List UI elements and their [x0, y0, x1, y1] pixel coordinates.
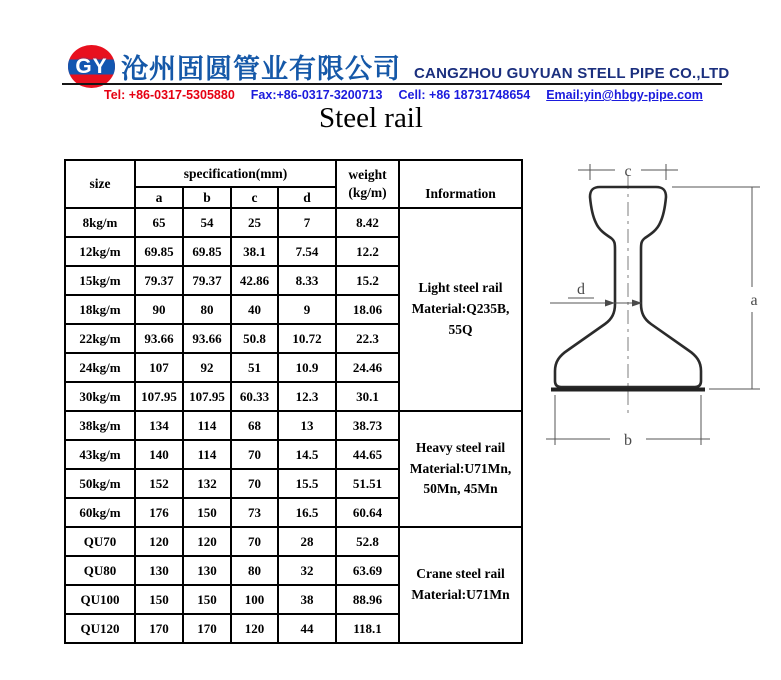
col-header-size: size	[65, 160, 135, 208]
size-cell: QU70	[65, 527, 135, 556]
info-line: Crane steel rail	[416, 566, 505, 582]
value-cell: 24.46	[336, 353, 399, 382]
value-cell: 12.3	[278, 382, 336, 411]
size-cell: 12kg/m	[65, 237, 135, 266]
value-cell: 130	[183, 556, 231, 585]
value-cell: 93.66	[183, 324, 231, 353]
value-cell: 176	[135, 498, 183, 527]
tel-number: Tel: +86-0317-5305880	[104, 88, 235, 102]
value-cell: 9	[278, 295, 336, 324]
size-cell: 30kg/m	[65, 382, 135, 411]
logo-circle-icon	[68, 45, 115, 88]
email-link[interactable]: Email:yin@hbgy-pipe.com	[546, 88, 703, 102]
fax-number: Fax:+86-0317-3200713	[250, 88, 383, 102]
value-cell: 54	[183, 208, 231, 237]
value-cell: 73	[231, 498, 278, 527]
size-cell: 43kg/m	[65, 440, 135, 469]
value-cell: 16.5	[278, 498, 336, 527]
value-cell: 92	[183, 353, 231, 382]
value-cell: 79.37	[135, 266, 183, 295]
value-cell: 120	[183, 527, 231, 556]
value-cell: 25	[231, 208, 278, 237]
info-cell	[399, 527, 522, 643]
value-cell: 70	[231, 469, 278, 498]
weight-label: weight	[348, 167, 387, 183]
size-cell: 15kg/m	[65, 266, 135, 295]
size-cell: 18kg/m	[65, 295, 135, 324]
value-cell: 118.1	[336, 614, 399, 643]
col-header-specification: specification(mm)	[135, 160, 336, 187]
value-cell: 80	[183, 295, 231, 324]
value-cell: 7	[278, 208, 336, 237]
size-cell: 38kg/m	[65, 411, 135, 440]
value-cell: 134	[135, 411, 183, 440]
value-cell: 8.42	[336, 208, 399, 237]
rail-cross-section-diagram	[524, 147, 778, 469]
info-line: Material:U71Mn	[411, 587, 510, 602]
value-cell: 18.06	[336, 295, 399, 324]
value-cell: 22.3	[336, 324, 399, 353]
col-header-a: a	[135, 187, 183, 208]
rail-profile-drawing	[524, 147, 778, 469]
col-header-d: d	[278, 187, 336, 208]
size-cell: QU100	[65, 585, 135, 614]
value-cell: 50.8	[231, 324, 278, 353]
company-logo	[68, 45, 115, 88]
col-header-information: Information	[399, 160, 522, 208]
value-cell: 170	[183, 614, 231, 643]
value-cell: 114	[183, 411, 231, 440]
value-cell: 114	[183, 440, 231, 469]
value-cell: 80	[231, 556, 278, 585]
size-cell: 8kg/m	[65, 208, 135, 237]
value-cell: 30.1	[336, 382, 399, 411]
dimension-label-c: c	[624, 163, 632, 180]
value-cell: 120	[135, 527, 183, 556]
table-row	[65, 411, 522, 440]
company-name-row	[121, 47, 729, 86]
table-row	[65, 527, 522, 556]
contact-line	[104, 88, 703, 102]
spec-table-body	[65, 208, 522, 643]
value-cell: 38.73	[336, 411, 399, 440]
value-cell: 100	[231, 585, 278, 614]
value-cell: 150	[135, 585, 183, 614]
value-cell: 93.66	[135, 324, 183, 353]
value-cell: 44	[278, 614, 336, 643]
value-cell: 130	[135, 556, 183, 585]
value-cell: 152	[135, 469, 183, 498]
info-line: 50Mn, 45Mn	[423, 481, 498, 497]
value-cell: 68	[231, 411, 278, 440]
dimension-label-b: b	[624, 432, 632, 449]
info-line: Heavy steel rail	[415, 439, 506, 455]
size-cell: 24kg/m	[65, 353, 135, 382]
size-cell: 22kg/m	[65, 324, 135, 353]
value-cell: 51	[231, 353, 278, 382]
value-cell: 70	[231, 440, 278, 469]
value-cell: 28	[278, 527, 336, 556]
info-line: Material:Q235B,	[411, 301, 510, 317]
size-cell: QU80	[65, 556, 135, 585]
value-cell: 60.64	[336, 498, 399, 527]
value-cell: 38	[278, 585, 336, 614]
value-cell: 40	[231, 295, 278, 324]
value-cell: 170	[135, 614, 183, 643]
value-cell: 7.54	[278, 237, 336, 266]
value-cell: 140	[135, 440, 183, 469]
value-cell: 79.37	[183, 266, 231, 295]
value-cell: 38.1	[231, 237, 278, 266]
page-title: Steel rail	[319, 102, 423, 134]
dimension-label-d: d	[577, 281, 585, 298]
value-cell: 13	[278, 411, 336, 440]
value-cell: 90	[135, 295, 183, 324]
company-name-cn: 沧州固圆管业有限公司	[121, 54, 401, 84]
value-cell: 8.33	[278, 266, 336, 295]
value-cell: 44.65	[336, 440, 399, 469]
value-cell: 60.33	[231, 382, 278, 411]
value-cell: 15.2	[336, 266, 399, 295]
info-cell	[399, 411, 522, 527]
value-cell: 32	[278, 556, 336, 585]
spec-table	[64, 159, 523, 644]
value-cell: 132	[183, 469, 231, 498]
value-cell: 42.86	[231, 266, 278, 295]
value-cell: 120	[231, 614, 278, 643]
col-header-b: b	[183, 187, 231, 208]
value-cell: 65	[135, 208, 183, 237]
value-cell: 15.5	[278, 469, 336, 498]
value-cell: 69.85	[183, 237, 231, 266]
value-cell: 10.9	[278, 353, 336, 382]
info-cell	[399, 208, 522, 411]
value-cell: 51.51	[336, 469, 399, 498]
size-cell: 60kg/m	[65, 498, 135, 527]
col-header-c: c	[231, 187, 278, 208]
value-cell: 70	[231, 527, 278, 556]
col-header-weight	[336, 160, 399, 208]
weight-unit: (kg/m)	[348, 185, 387, 200]
value-cell: 10.72	[278, 324, 336, 353]
value-cell: 12.2	[336, 237, 399, 266]
dimension-a	[672, 187, 760, 389]
cell-number: Cell: +86 18731748654	[398, 88, 531, 102]
value-cell: 69.85	[135, 237, 183, 266]
value-cell: 63.69	[336, 556, 399, 585]
value-cell: 14.5	[278, 440, 336, 469]
value-cell: 107.95	[183, 382, 231, 411]
value-cell: 52.8	[336, 527, 399, 556]
value-cell: 88.96	[336, 585, 399, 614]
value-cell: 150	[183, 498, 231, 527]
value-cell: 107.95	[135, 382, 183, 411]
info-line: 55Q	[448, 321, 473, 337]
value-cell: 107	[135, 353, 183, 382]
table-row	[65, 208, 522, 237]
info-line: Material:U71Mn,	[409, 460, 512, 476]
size-cell: QU120	[65, 614, 135, 643]
value-cell: 150	[183, 585, 231, 614]
company-name-en: CANGZHOU GUYUAN STELL PIPE CO.,LTD	[414, 65, 730, 82]
info-line: Light steel rail	[418, 280, 503, 296]
logo-text: GY	[75, 54, 108, 78]
size-cell: 50kg/m	[65, 469, 135, 498]
table-header-row-1	[65, 160, 522, 187]
dimension-label-a: a	[750, 292, 758, 309]
header-divider	[62, 83, 722, 85]
